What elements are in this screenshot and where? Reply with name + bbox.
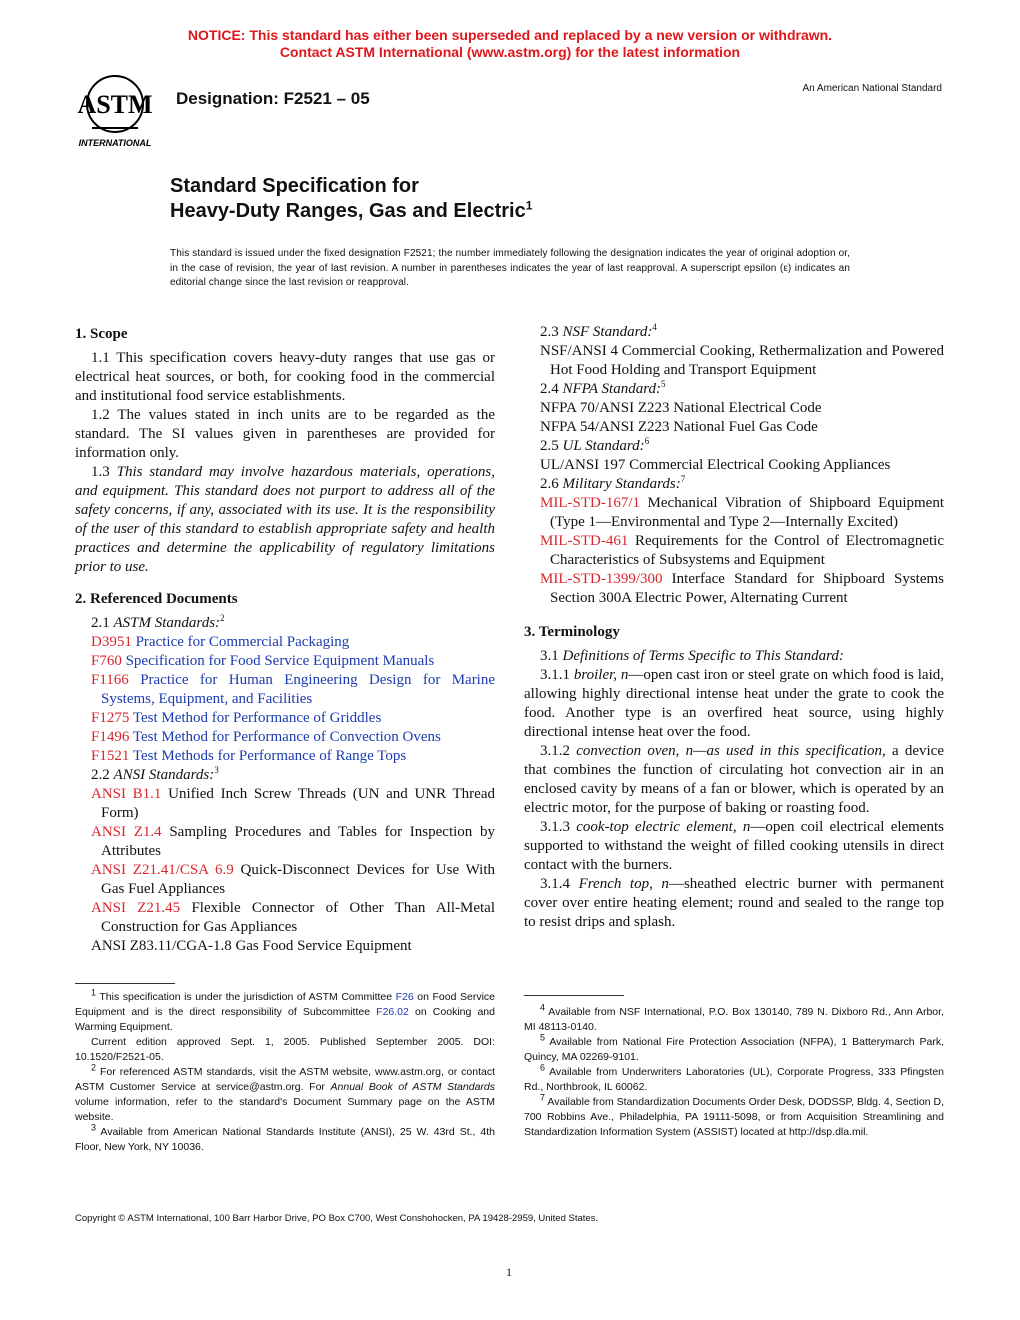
astm-title[interactable]: Practice for Human Engineering Design for Marine Systems, Equipment, and Facilities	[101, 672, 496, 707]
astm-item	[75, 709, 495, 728]
astm-code-link[interactable]: F1521	[91, 748, 130, 764]
section-scope-heading: 1. Scope	[75, 326, 128, 342]
left-column	[75, 325, 495, 956]
footnote-rule-left	[75, 983, 175, 984]
footnote-7: $^7$ Available from Standardization Documents Order Desk, DODSSP, Bldg. 4, Section D, 700 Robbins Ave., Philadelphia, PA 19111-5098, or from Acquisition Streamlining and Standardization Information System (ASSIST) located at http://dsp.dla.mil.	[524, 1092, 944, 1138]
astm-title[interactable]: Practice for Commercial Packaging	[135, 634, 350, 650]
ansi-z83-item: ANSI Z83.11/CGA-1.8 Gas Food Service Equipment	[91, 938, 412, 954]
nsf-item: NSF/ANSI 4 Commercial Cooking, Rethermalization and Powered Hot Food Holding and Transport Equipment	[540, 343, 944, 378]
footnote-1: $^1$ This specification is under the jurisdiction of ASTM Committee F26 on Food Service Equipment and is the direct responsibility of Subcommittee F26.02 on Cooking and Warming Equipment.	[75, 987, 495, 1033]
ansi-title: Flexible Connector of Other Than All-Metal Construction for Gas Appliances	[101, 900, 495, 935]
title-footnote-mark: 1	[525, 198, 533, 213]
nfpa-item-54: NFPA 54/ANSI Z223 National Fuel Gas Code	[540, 419, 818, 435]
astm-item	[75, 728, 495, 747]
terminology-3-1: 3.1 Definitions of Terms Specific to This Standard:	[540, 648, 844, 664]
military-standards-list	[524, 494, 944, 608]
mil-title: Interface Standard for Shipboard Systems Section 300A Electric Power, Alternating Current	[550, 571, 944, 606]
astm-item	[75, 633, 495, 652]
astm-standards-label: 2.1 ASTM Standards:$^2$	[91, 613, 225, 631]
astm-title[interactable]: Test Method for Performance of Convection Ovens	[132, 729, 441, 745]
astm-title[interactable]: Test Methods for Performance of Range Tops	[132, 748, 407, 764]
definition-term: French top, n	[578, 876, 669, 892]
ansi-code-link[interactable]: ANSI Z21.41/CSA 6.9	[91, 862, 234, 878]
scope-1-2: 1.2 The values stated in inch units are to be regarded as the standard. The SI values given in parentheses are provided for information only.	[75, 407, 495, 461]
astm-code-link[interactable]: F1166	[91, 672, 129, 688]
footnote-6: $^6$ Available from Underwriters Laboratories (UL), Corporate Progress, 333 Pfingsten Rd., Northbrook, IL 60062.	[524, 1062, 944, 1093]
ansi-title: Quick-Disconnect Devices for Use With Gas Fuel Appliances	[101, 862, 495, 897]
astm-code-link[interactable]: F760	[91, 653, 122, 669]
ansi-title: Sampling Procedures and Tables for Inspection by Attributes	[101, 824, 495, 859]
ansi-code-link[interactable]: ANSI B1.1	[91, 786, 162, 802]
footnotes-right	[524, 1002, 944, 1140]
ansi-standards-label: 2.2 ANSI Standards:$^3$	[91, 765, 219, 783]
notice-line-1: NOTICE: This standard has either been superseded and replaced by a new version or withdrawn.	[187, 27, 833, 43]
american-national-standard: An American National Standard	[802, 83, 942, 94]
astm-title[interactable]: Test Method for Performance of Griddles	[132, 710, 382, 726]
definition-term: broiler, n	[573, 667, 629, 683]
ul-standard-label: 2.5 UL Standard:$^6$	[540, 436, 650, 454]
mil-title: Requirements for the Control of Electromagnetic Characteristics of Subsystems and Equipment	[550, 533, 944, 568]
nfpa-standard-label: 2.4 NFPA Standard:$^5$	[540, 379, 666, 397]
mil-item	[524, 570, 944, 608]
nsf-standard-label: 2.3 NSF Standard:$^4$	[540, 322, 657, 340]
ansi-item	[75, 785, 495, 823]
astm-title[interactable]: Specification for Food Service Equipment Manuals	[125, 653, 435, 669]
astm-item	[75, 747, 495, 766]
ansi-item	[75, 823, 495, 861]
ansi-standards-list	[75, 785, 495, 937]
definition: 3.1.4 French top, n—sheathed electric burner with permanent cover over entire heating element; round and sealed to the range top to resist drips and splash.	[524, 876, 944, 930]
intro-paragraph: This standard is issued under the fixed designation F2521; the number immediately following the designation indicates the year of original adoption or, in the case of revision, the year of last revision. A number in parentheses indicates the year of last reapproval. A superscript epsilon (ε) indicates an editorial change since the last revision or reapproval.	[170, 248, 850, 288]
mil-code-link[interactable]: MIL-STD-167/1	[540, 495, 640, 511]
ansi-title: Unified Inch Screw Threads (UN and UNR Thread Form)	[101, 786, 495, 821]
ul-item: UL/ANSI 197 Commercial Electrical Cooking Appliances	[540, 457, 891, 473]
notice-line-2: Contact ASTM International (www.astm.org) for the latest information	[279, 44, 741, 60]
astm-standards-list	[75, 633, 495, 766]
copyright: Copyright © ASTM International, 100 Barr Harbor Drive, PO Box C700, West Conshohocken, PA 19428-2959, United States.	[75, 1213, 599, 1224]
right-column	[524, 323, 944, 932]
scope-1-3: 1.3 This standard may involve hazardous materials, operations, and equipment. This standard does not purport to address all of the safety concerns, if any, associated with its use. It is the responsibility of the user of this standard to establish appropriate safety and health practices and determine the applicability of regulatory limitations prior to use.	[75, 464, 495, 575]
ansi-item	[75, 899, 495, 937]
mil-item	[524, 494, 944, 532]
footnote-4: $^4$ Available from NSF International, P.O. Box 130140, 789 N. Dixboro Rd., Ann Arbor, MI 48113-0140.	[524, 1002, 944, 1033]
nfpa-item-70: NFPA 70/ANSI Z223 National Electrical Code	[540, 400, 822, 416]
title-line-2: Heavy-Duty Ranges, Gas and Electric$^1$	[170, 198, 533, 222]
astm-item	[75, 671, 495, 709]
ansi-item	[75, 861, 495, 899]
astm-code-link[interactable]: F1275	[91, 710, 130, 726]
document-title	[170, 174, 532, 224]
section-terminology-heading: 3. Terminology	[524, 624, 620, 640]
title-line-1: Standard Specification for	[170, 175, 419, 197]
section-referenced-heading: 2. Referenced Documents	[75, 591, 238, 607]
ansi-code-link[interactable]: ANSI Z21.45	[91, 900, 181, 916]
designation: Designation: F2521 – 05	[176, 89, 370, 108]
logo-text: ASTM	[77, 90, 153, 119]
mil-title: Mechanical Vibration of Shipboard Equipment (Type 1—Environmental and Type 2—Internally Excited)	[550, 495, 944, 530]
link-f26-02[interactable]: F26.02	[376, 1006, 409, 1018]
footnote-3: $^3$ Available from American National Standards Institute (ANSI), 25 W. 43rd St., 4th Floor, New York, NY 10036.	[75, 1122, 496, 1153]
definition: 3.1.2 convection oven, n—as used in this specification, a device that combines the function of circulating hot convection air in an enclosed cavity by means of a fan or blower, which is operated by an electric motor, for the purpose of baking or roasting food.	[524, 743, 944, 816]
page-number: 1	[506, 1265, 512, 1279]
definition-term: convection oven, n—as used in this specification,	[576, 743, 886, 759]
ansi-code-link[interactable]: ANSI Z1.4	[91, 824, 162, 840]
footnote-5: $^5$ Available from National Fire Protection Association (NFPA), 1 Batterymarch Park, Quincy, MA 02269-9101.	[524, 1032, 944, 1063]
definition: 3.1.1 broiler, n—open cast iron or steel grate on which food is laid, allowing highly directional intense heat under the grate to cook the food. Another type is an overfired heat source, using highly directional intense heat over the food.	[524, 667, 944, 740]
scope-1-1: 1.1 This specification covers heavy-duty ranges that use gas or electrical heat sources, or both, for cooking food in the commercial and institutional food service establishments.	[75, 350, 495, 404]
astm-code-link[interactable]: F1496	[91, 729, 130, 745]
mil-code-link[interactable]: MIL-STD-1399/300	[540, 571, 663, 587]
mil-item	[524, 532, 944, 570]
mil-code-link[interactable]: MIL-STD-461	[540, 533, 629, 549]
link-f26[interactable]: F26	[395, 991, 414, 1003]
astm-code-link[interactable]: D3951	[91, 634, 132, 650]
footnote-2: $^2$ For referenced ASTM standards, visit the ASTM website, www.astm.org, or contact ASTM Customer Service at service@astm.org. For Annual Book of ASTM Standards volume information, refer to the standard's Document Summary page on the ASTM website.	[75, 1062, 496, 1123]
footnote-1-edition: Current edition approved Sept. 1, 2005. Published September 2005. DOI: 10.1520/F2521-05.	[75, 1036, 495, 1063]
definition-term: cook-top electric element, n	[576, 819, 751, 835]
astm-item	[75, 652, 495, 671]
definitions-list	[524, 666, 944, 932]
astm-logo	[70, 70, 160, 152]
logo-subtext: INTERNATIONAL	[78, 138, 152, 148]
military-standards-label: 2.6 Military Standards:$^7$	[540, 474, 686, 492]
footnote-rule-right	[524, 995, 624, 996]
footnotes-left	[75, 987, 496, 1155]
withdrawal-notice	[0, 27, 1020, 61]
definition: 3.1.3 cook-top electric element, n—open coil electrical elements supported to withstand the weight of filled cooking utensils in direct contact with the burners.	[524, 819, 945, 873]
